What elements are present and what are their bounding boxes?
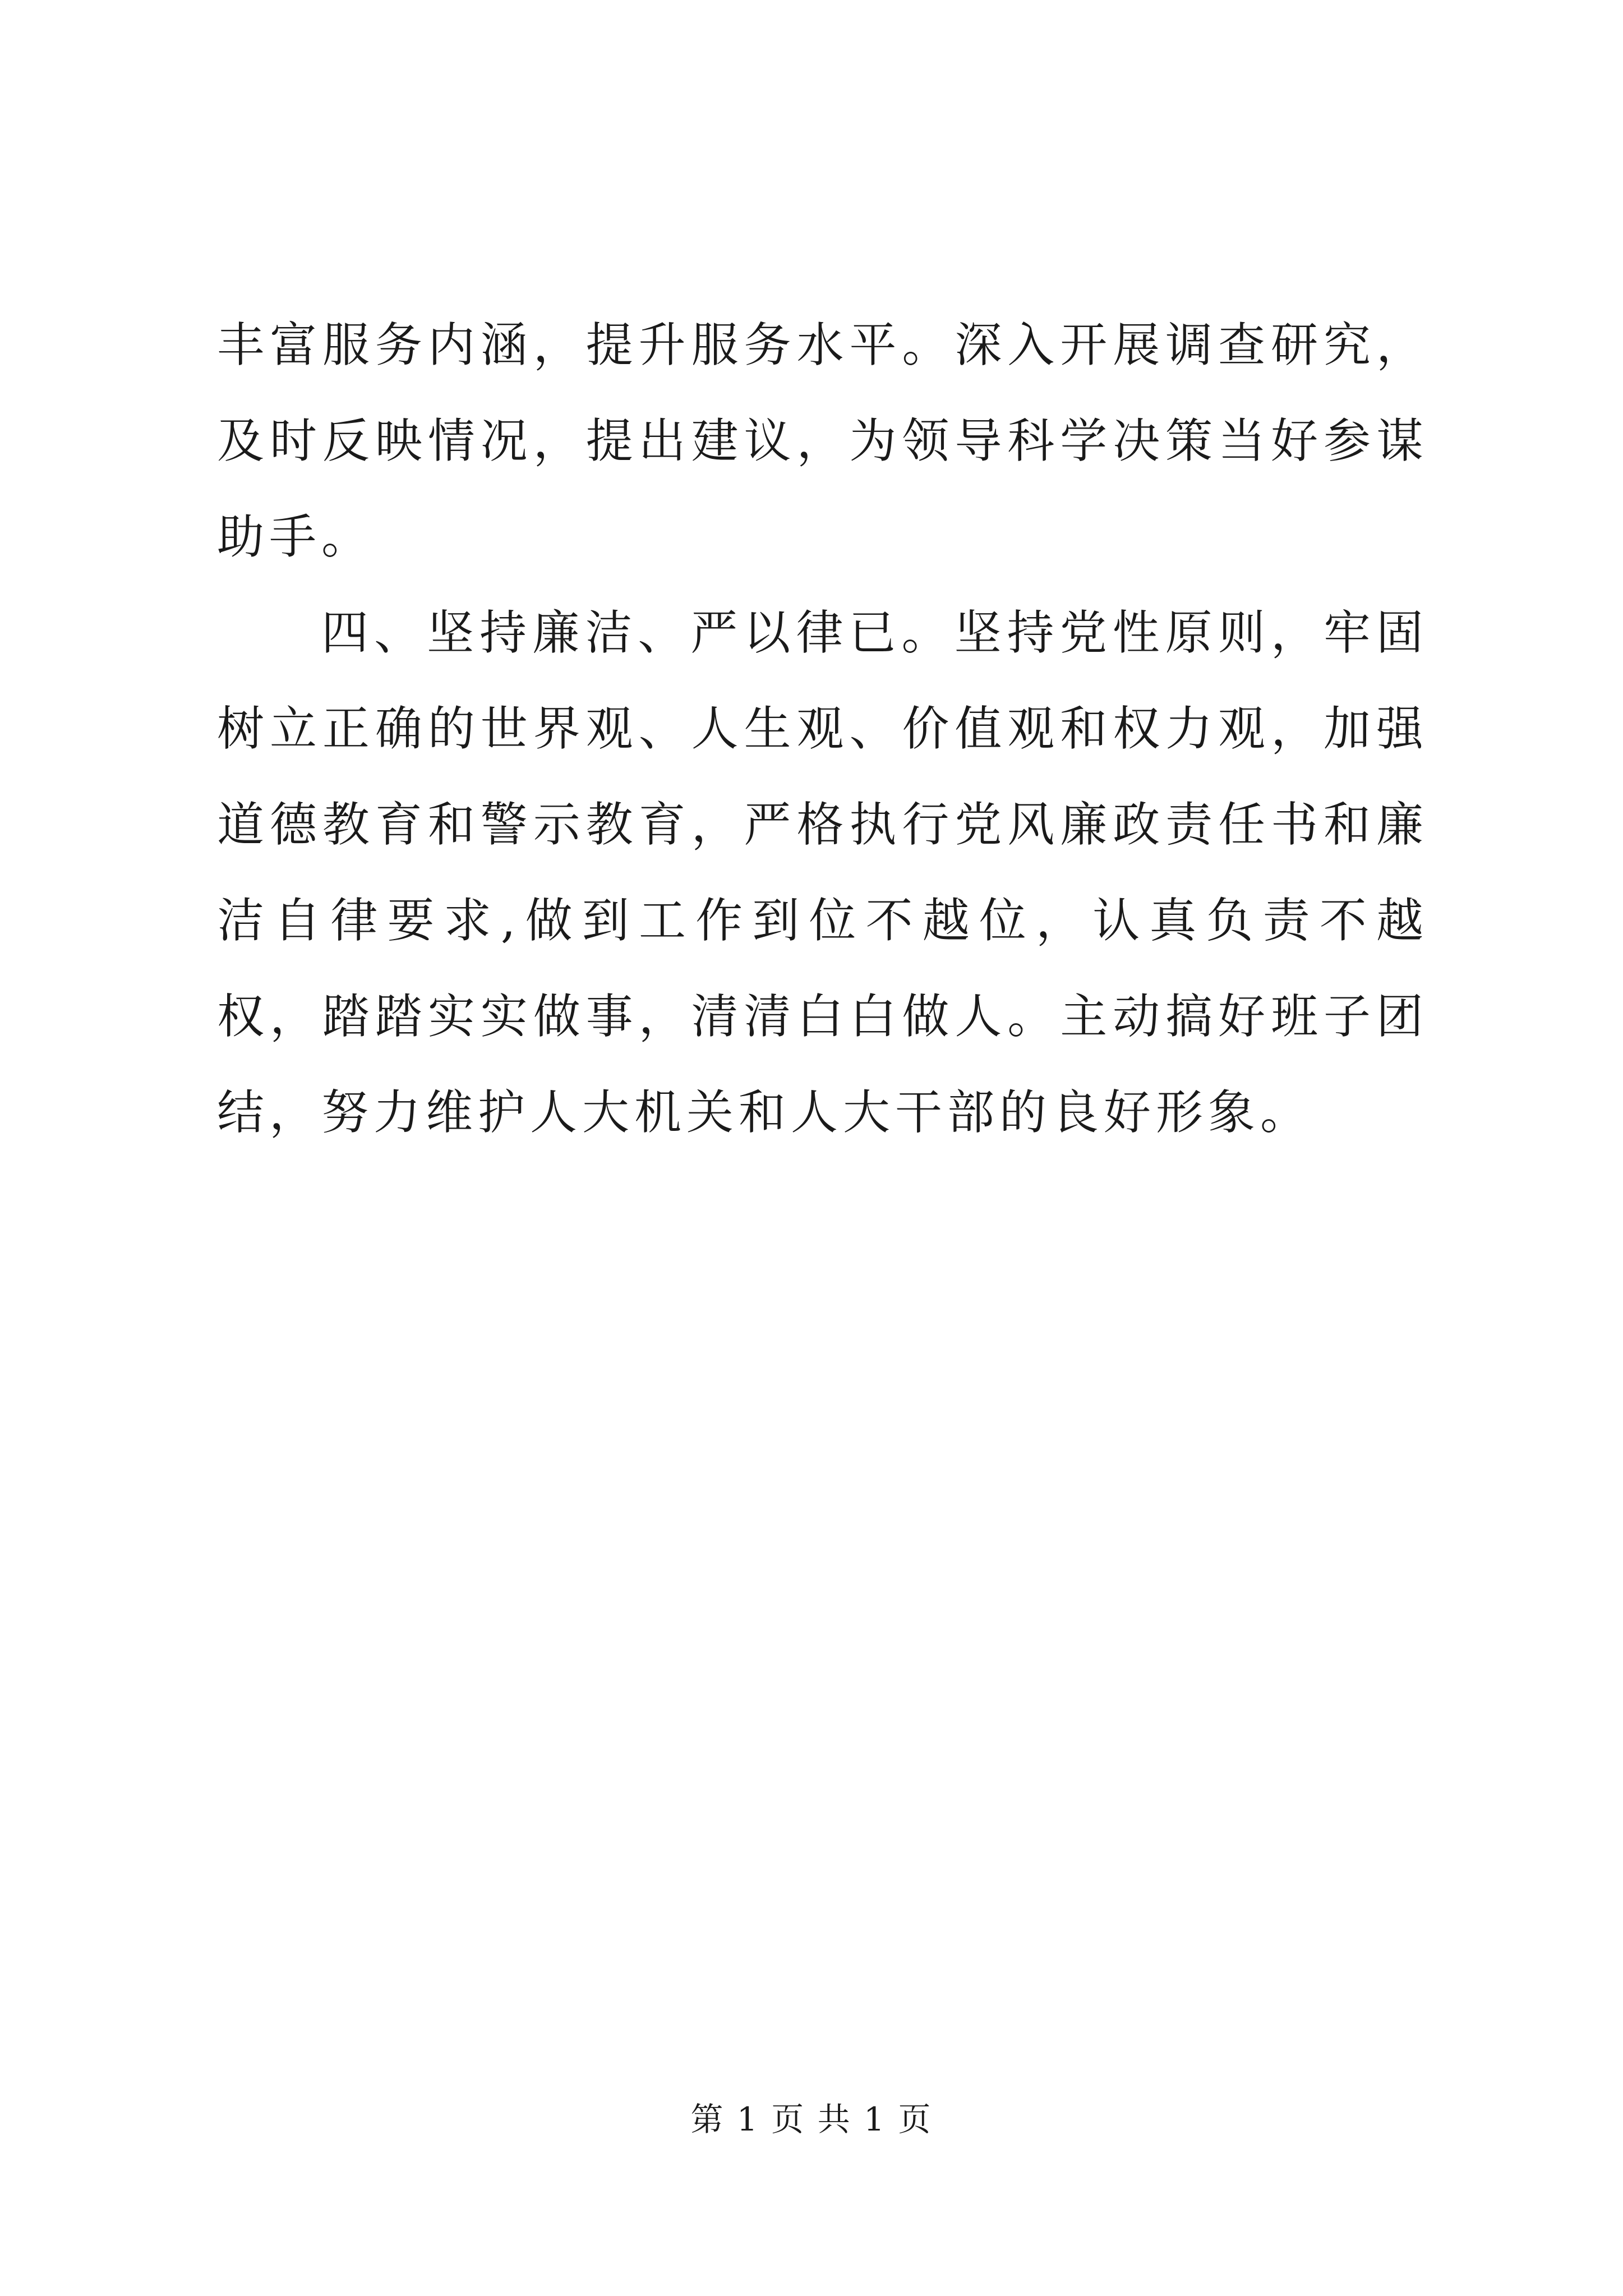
paragraph-continuation: 丰富服务内涵，提升服务水平。深入开展调查研究，及时反映情况，提出建议，为领导科学决策当好参谋助手。	[217, 318, 1428, 564]
paragraph-section-four: 四、坚持廉洁、严以律已。坚持党性原则，牢固树立正确的世界观、人生观、价值观和权力观，加强道德教育和警示教育，严格执行党风廉政责任书和廉洁自律要求,做到工作到位不越位，认真负责不越权，踏踏实实做事，清清白白做人。主动搞好班子团结，努力维护人大机关和人大干部的良好形象。	[217, 605, 1428, 1140]
document-body	[217, 297, 1428, 1161]
page-footer: 第 1 页 共 1 页	[690, 2100, 933, 2138]
